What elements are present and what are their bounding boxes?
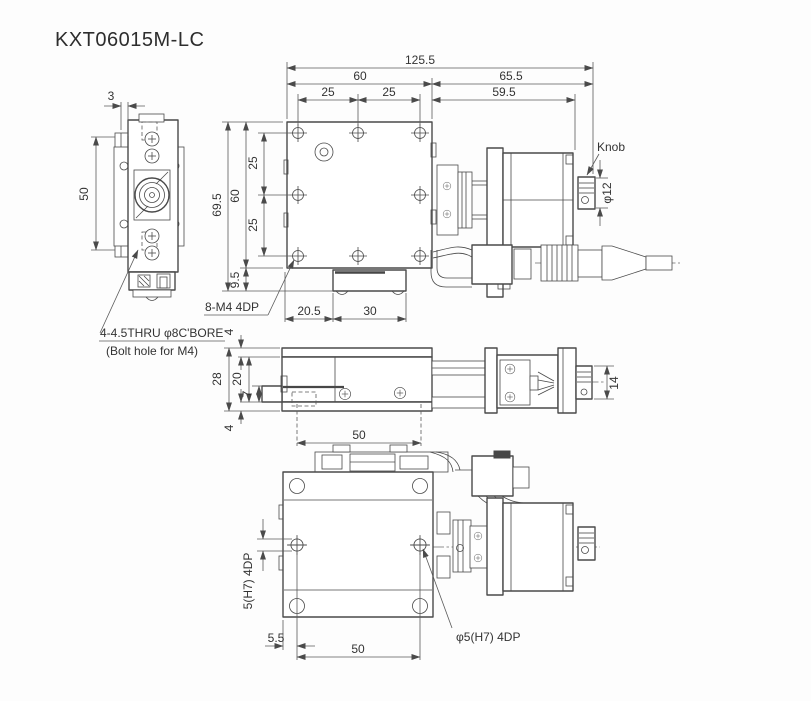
dim-overall-length: 125.5 xyxy=(404,53,436,67)
dim-body-span: 50 xyxy=(77,187,91,201)
dim-drive-overall: 65.5 xyxy=(499,69,523,83)
dim-hole-span: 50 xyxy=(352,428,366,442)
page-title: KXT06015M-LC xyxy=(55,29,205,51)
dim-pin-spec: 5(H7) 4DP xyxy=(241,552,255,610)
label-mount-holes: 8-M4 4DP xyxy=(205,300,260,314)
dim-plate-offset: 3 xyxy=(107,89,115,103)
bottom-motor-assembly xyxy=(437,498,595,595)
dim-overall-depth: 69.5 xyxy=(210,193,224,217)
dim-hole-pitch-x2: 25 xyxy=(382,85,396,99)
dim-step-height: 7 xyxy=(240,390,254,398)
dim-motor-length: 59.5 xyxy=(492,85,516,99)
dim-pin-span: 50 xyxy=(351,642,365,656)
label-pin-callout: φ5(H7) 4DP xyxy=(456,630,521,644)
label-bore-spec: 4-4.5THRU φ8C'BORE xyxy=(100,326,224,340)
dim-base-width: 30 xyxy=(363,304,377,318)
dim-upper-height: 20 xyxy=(230,372,244,386)
label-knob: Knob xyxy=(597,140,626,154)
dim-stage-width: 60 xyxy=(353,69,367,83)
dim-hole-pitch-x1: 25 xyxy=(321,85,335,99)
left-side-view xyxy=(77,89,225,358)
dim-stage-depth: 60 xyxy=(228,189,242,203)
dim-base-height: 9.5 xyxy=(228,271,242,289)
dim-base-inset: 20.5 xyxy=(297,304,321,318)
plan-view xyxy=(204,53,680,322)
dim-table-thickness: 4 xyxy=(222,328,236,336)
dim-hole-pitch-y2: 25 xyxy=(246,218,260,232)
bottom-view xyxy=(241,445,600,660)
dim-overall-height: 28 xyxy=(210,372,224,386)
label-bore-note: (Bolt hole for M4) xyxy=(106,344,199,358)
dim-knob-width: 14 xyxy=(607,376,621,390)
dim-pin-offset: 5.5 xyxy=(267,631,285,645)
dim-hole-pitch-y1: 25 xyxy=(246,156,260,170)
plan-motor-assembly xyxy=(431,148,680,297)
side-elevation-view xyxy=(210,328,621,446)
dim-knob-diameter: φ12 xyxy=(600,182,614,204)
dim-base-thickness: 4 xyxy=(222,424,236,432)
